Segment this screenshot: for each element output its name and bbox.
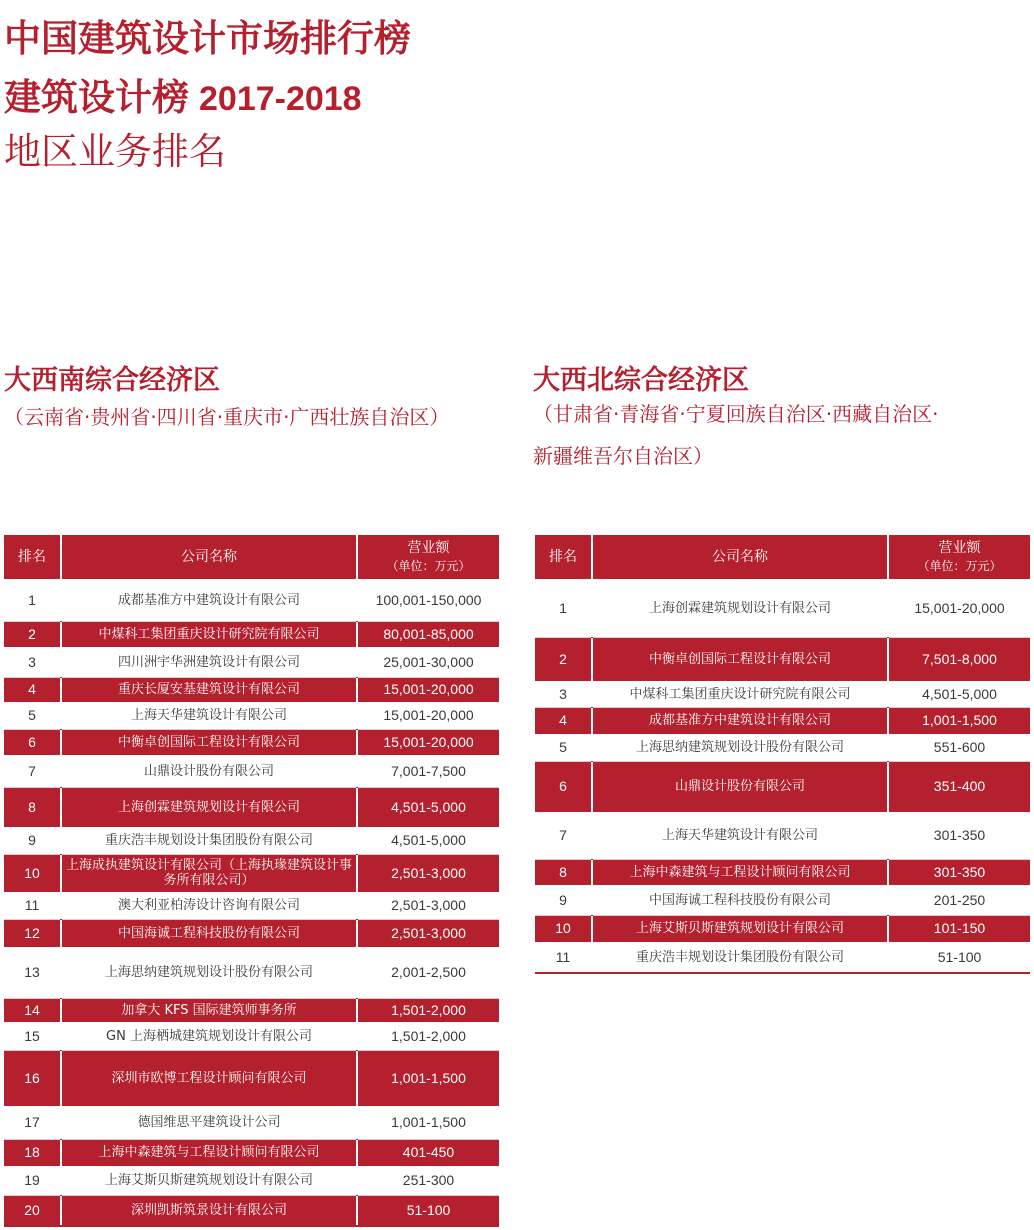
revenue-cell: 100,001-150,000	[357, 580, 499, 621]
page-subtitle-line	[4, 76, 362, 121]
table-row	[535, 859, 1030, 885]
rank-cell: 20	[4, 1195, 61, 1226]
rank-cell: 9	[4, 827, 61, 854]
table-row	[4, 1050, 499, 1106]
right-region-title: 大西北综合经济区	[533, 365, 749, 396]
company-cell: 上海思纳建筑规划设计股份有限公司	[61, 947, 357, 998]
table-row	[4, 854, 499, 892]
table-row	[4, 755, 499, 787]
revenue-cell: 401-450	[357, 1139, 499, 1166]
revenue-cell: 201-250	[888, 885, 1030, 915]
company-header: 公司名称	[61, 535, 357, 580]
rank-cell: 3	[535, 681, 592, 707]
revenue-cell: 51-100	[888, 942, 1030, 973]
company-header: 公司名称	[592, 535, 888, 580]
rank-cell: 6	[535, 761, 592, 812]
rank-cell: 13	[4, 947, 61, 998]
company-cell: 四川洲宇华洲建筑设计有限公司	[61, 647, 357, 677]
table-row	[4, 647, 499, 677]
rank-cell: 2	[535, 637, 592, 681]
company-cell: 加拿大 KFS 国际建筑师事务所	[61, 998, 357, 1022]
revenue-cell: 351-400	[888, 761, 1030, 812]
rank-cell: 17	[4, 1106, 61, 1139]
table-row	[4, 827, 499, 854]
table-row	[4, 1022, 499, 1050]
revenue-header-unit: （单位：万元）	[917, 559, 1002, 573]
rank-cell: 6	[4, 729, 61, 755]
revenue-cell: 1,001-1,500	[888, 707, 1030, 734]
rank-header: 排名	[4, 535, 61, 580]
company-cell: 深圳市欧博工程设计顾问有限公司	[61, 1050, 357, 1106]
table-row	[4, 702, 499, 729]
table-header-row	[535, 535, 1030, 580]
table-row	[535, 707, 1030, 734]
rank-cell: 10	[4, 854, 61, 892]
revenue-header	[357, 535, 499, 580]
revenue-cell: 2,001-2,500	[357, 947, 499, 998]
table-row	[4, 621, 499, 647]
table-row	[4, 1166, 499, 1195]
company-cell: GN 上海栖城建筑规划设计有限公司	[61, 1022, 357, 1050]
right-ranking-table	[535, 535, 1030, 974]
table-row	[4, 1195, 499, 1226]
rank-cell: 4	[535, 707, 592, 734]
company-cell: 中衡卓创国际工程设计有限公司	[61, 729, 357, 755]
table-row	[4, 580, 499, 621]
revenue-cell: 80,001-85,000	[357, 621, 499, 647]
rank-cell: 11	[535, 942, 592, 973]
revenue-cell: 4,501-5,000	[888, 681, 1030, 707]
revenue-cell: 15,001-20,000	[888, 580, 1030, 637]
revenue-cell: 301-350	[888, 812, 1030, 859]
company-cell: 德国维思平建筑设计公司	[61, 1106, 357, 1139]
rank-cell: 3	[4, 647, 61, 677]
table-row	[535, 637, 1030, 681]
table-row	[535, 812, 1030, 859]
company-cell: 中国海诚工程科技股份有限公司	[592, 885, 888, 915]
revenue-cell: 51-100	[357, 1195, 499, 1226]
company-cell: 澳大利亚柏涛设计咨询有限公司	[61, 892, 357, 919]
rank-cell: 1	[535, 580, 592, 637]
company-cell: 重庆浩丰规划设计集团股份有限公司	[61, 827, 357, 854]
rank-cell: 2	[4, 621, 61, 647]
rank-cell: 5	[4, 702, 61, 729]
revenue-cell: 1,001-1,500	[357, 1050, 499, 1106]
company-cell: 成都基准方中建筑设计有限公司	[61, 580, 357, 621]
table-row	[4, 947, 499, 998]
revenue-cell: 15,001-20,000	[357, 729, 499, 755]
right-region-provinces-line1: （甘肃省·青海省·宁夏回族自治区·西藏自治区·	[533, 402, 939, 426]
table-row	[4, 677, 499, 702]
company-cell: 上海中森建筑与工程设计顾问有限公司	[61, 1139, 357, 1166]
rank-cell: 9	[535, 885, 592, 915]
rank-cell: 14	[4, 998, 61, 1022]
table-row	[4, 998, 499, 1022]
revenue-cell: 101-150	[888, 915, 1030, 942]
company-cell: 中衡卓创国际工程设计有限公司	[592, 637, 888, 681]
revenue-header-unit: （单位：万元）	[386, 559, 471, 573]
company-cell: 上海中森建筑与工程设计顾问有限公司	[592, 859, 888, 885]
rank-cell: 5	[535, 734, 592, 761]
left-region-provinces: （云南省·贵州省·四川省·重庆市·广西壮族自治区）	[4, 405, 450, 429]
company-cell: 上海创霖建筑规划设计有限公司	[61, 787, 357, 827]
table-row	[4, 729, 499, 755]
revenue-cell: 301-350	[888, 859, 1030, 885]
rank-cell: 7	[535, 812, 592, 859]
rank-cell: 10	[535, 915, 592, 942]
company-cell: 上海艾斯贝斯建筑规划设计有限公司	[592, 915, 888, 942]
table-row	[4, 919, 499, 947]
table-row	[535, 681, 1030, 707]
revenue-cell: 25,001-30,000	[357, 647, 499, 677]
company-cell: 重庆长厦安基建筑设计有限公司	[61, 677, 357, 702]
rank-cell: 8	[535, 859, 592, 885]
revenue-cell: 4,501-5,000	[357, 787, 499, 827]
revenue-header-label: 营业额	[407, 540, 450, 556]
revenue-cell: 2,501-3,000	[357, 854, 499, 892]
right-region-provinces-line2: 新疆维吾尔自治区）	[533, 444, 713, 468]
revenue-cell: 7,001-7,500	[357, 755, 499, 787]
rank-cell: 15	[4, 1022, 61, 1050]
table-row	[535, 915, 1030, 942]
year-range: 2017-2018	[199, 80, 362, 118]
revenue-cell: 15,001-20,000	[357, 702, 499, 729]
rank-cell: 18	[4, 1139, 61, 1166]
revenue-cell: 7,501-8,000	[888, 637, 1030, 681]
rank-cell: 4	[4, 677, 61, 702]
revenue-cell: 2,501-3,000	[357, 919, 499, 947]
company-cell: 上海天华建筑设计有限公司	[592, 812, 888, 859]
company-cell: 深圳凯斯筑景设计有限公司	[61, 1195, 357, 1226]
revenue-cell: 1,001-1,500	[357, 1106, 499, 1139]
table-row	[4, 1139, 499, 1166]
section-title: 地区业务排名	[4, 130, 226, 173]
revenue-cell: 4,501-5,000	[357, 827, 499, 854]
table-row	[4, 1106, 499, 1139]
left-region-title: 大西南综合经济区	[4, 365, 220, 396]
rank-cell: 16	[4, 1050, 61, 1106]
table-row	[4, 787, 499, 827]
company-cell: 中国海诚工程科技股份有限公司	[61, 919, 357, 947]
table-row	[535, 942, 1030, 973]
table-row	[4, 892, 499, 919]
company-cell: 中煤科工集团重庆设计研究院有限公司	[592, 681, 888, 707]
revenue-header-label: 营业额	[938, 540, 981, 556]
company-cell: 上海创霖建筑规划设计有限公司	[592, 580, 888, 637]
revenue-cell: 1,501-2,000	[357, 1022, 499, 1050]
table-row	[535, 885, 1030, 915]
table-row	[535, 761, 1030, 812]
revenue-cell: 251-300	[357, 1166, 499, 1195]
rank-cell: 8	[4, 787, 61, 827]
company-cell: 山鼎设计股份有限公司	[61, 755, 357, 787]
company-cell: 中煤科工集团重庆设计研究院有限公司	[61, 621, 357, 647]
company-cell: 上海思纳建筑规划设计股份有限公司	[592, 734, 888, 761]
revenue-cell: 15,001-20,000	[357, 677, 499, 702]
company-cell: 上海天华建筑设计有限公司	[61, 702, 357, 729]
company-cell: 上海艾斯贝斯建筑规划设计有限公司	[61, 1166, 357, 1195]
rank-cell: 11	[4, 892, 61, 919]
company-cell: 成都基准方中建筑设计有限公司	[592, 707, 888, 734]
page-title: 中国建筑设计市场排行榜	[4, 17, 411, 60]
revenue-cell: 551-600	[888, 734, 1030, 761]
company-cell: 上海成执建筑设计有限公司（上海执瑑建筑设计事务所有限公司）	[61, 854, 357, 892]
company-cell: 山鼎设计股份有限公司	[592, 761, 888, 812]
list-name: 建筑设计榜	[4, 76, 189, 119]
revenue-header	[888, 535, 1030, 580]
table-header-row	[4, 535, 499, 580]
rank-header: 排名	[535, 535, 592, 580]
revenue-cell: 2,501-3,000	[357, 892, 499, 919]
rank-cell: 12	[4, 919, 61, 947]
table-row	[535, 580, 1030, 637]
left-ranking-table	[4, 535, 499, 1227]
company-cell: 重庆浩丰规划设计集团股份有限公司	[592, 942, 888, 973]
rank-cell: 19	[4, 1166, 61, 1195]
rank-cell: 1	[4, 580, 61, 621]
rank-cell: 7	[4, 755, 61, 787]
table-row	[535, 734, 1030, 761]
revenue-cell: 1,501-2,000	[357, 998, 499, 1022]
